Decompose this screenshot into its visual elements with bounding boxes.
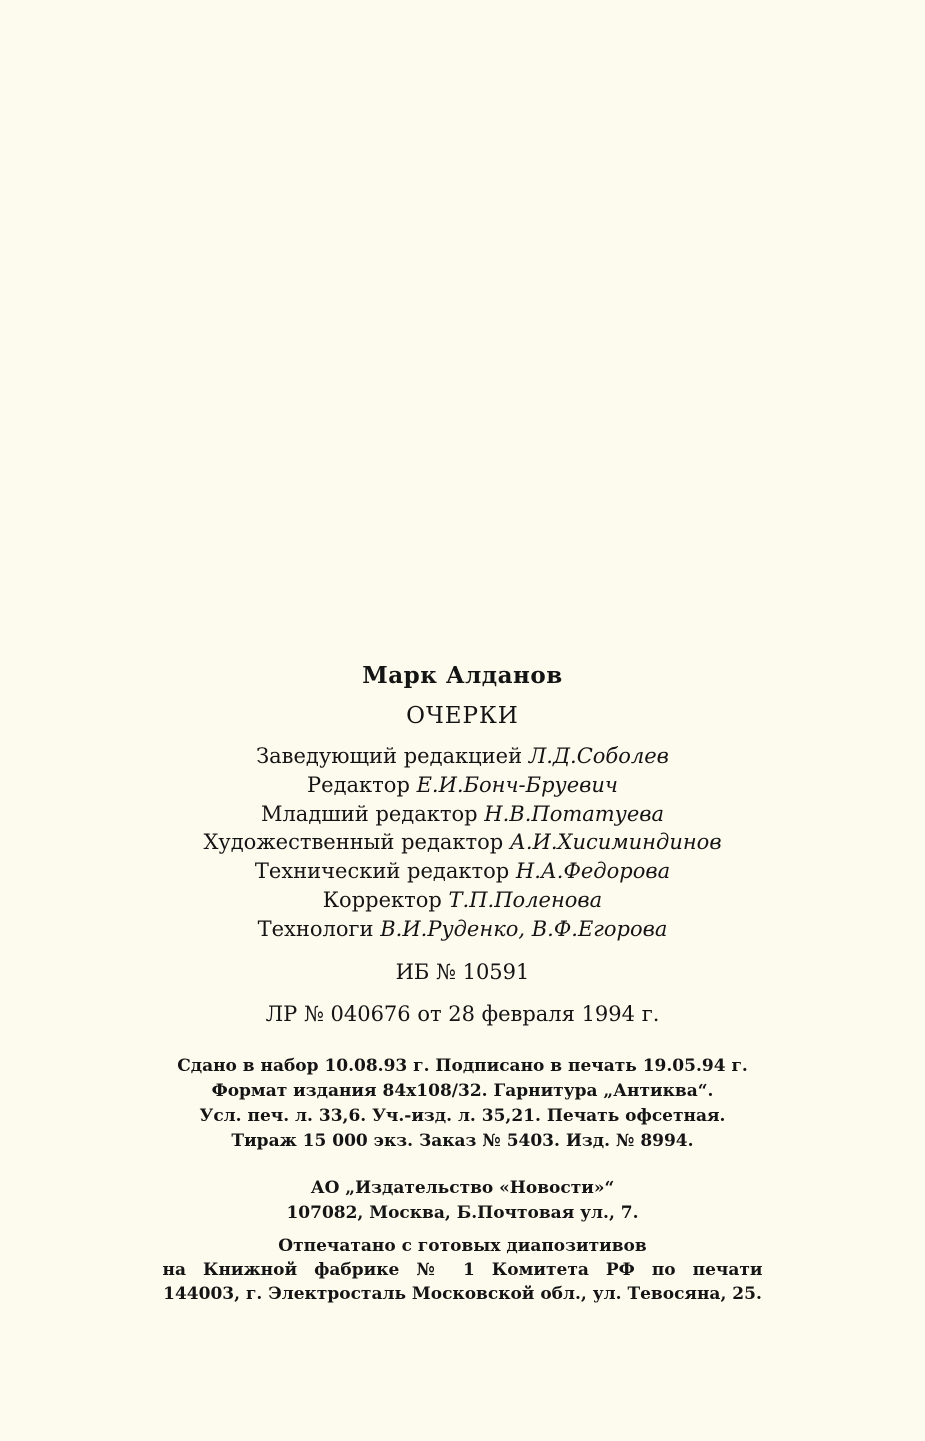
credit-name: Л.Д.Соболев — [528, 744, 669, 768]
credit-role: Технологи — [257, 916, 374, 941]
credit-line — [0, 828, 925, 857]
publisher-info — [0, 1176, 925, 1226]
imprint-line: Формат издания 84x108/32. Гарнитура „Антиква“. — [211, 1081, 714, 1101]
credit-line — [0, 857, 925, 886]
credit-role: Корректор — [322, 887, 442, 912]
credit-name: Е.И.Бонч-Бруевич — [416, 772, 618, 797]
imprint-line: Усл. печ. л. 33,6. Уч.-изд. л. 35,21. Печать офсетная. — [199, 1106, 726, 1126]
credit-name: Н.В.Потатуева — [484, 801, 665, 826]
printer-line: 144003, г. Электросталь Московской обл., ул. Тевосяна, 25. — [163, 1284, 762, 1304]
book-author: Марк Алданов — [362, 662, 563, 689]
publisher-name: АО „Издательство «Новости»“ — [310, 1178, 615, 1198]
imprint-line: Сдано в набор 10.08.93 г. Подписано в печать 19.05.94 г. — [177, 1056, 748, 1076]
credit-name: Т.П.Поленова — [448, 887, 603, 912]
license-number: ЛР № 040676 от 28 февраля 1994 г. — [265, 1002, 660, 1026]
imprint-details — [0, 1054, 925, 1154]
credit-name: Н.А.Федорова — [515, 859, 671, 884]
credit-role: Художественный редактор — [203, 830, 504, 855]
editorial-credits — [0, 742, 925, 944]
ib-number: ИБ № 10591 — [395, 960, 530, 984]
printer-info — [0, 1234, 925, 1306]
printer-line: на Книжной фабрике № 1 Комитета РФ по печати — [162, 1260, 763, 1280]
credit-name: В.И.Руденко, В.Ф.Егорова — [380, 916, 668, 941]
credit-role: Редактор — [307, 772, 410, 797]
credit-line — [0, 800, 925, 829]
credit-role: Заведующий редакцией — [256, 744, 523, 768]
book-title: ОЧЕРКИ — [406, 703, 519, 729]
credit-line — [0, 915, 925, 944]
publisher-address: 107082, Москва, Б.Почтовая ул., 7. — [286, 1203, 639, 1223]
credit-role: Технический редактор — [254, 859, 510, 884]
credit-role: Младший редактор — [260, 801, 478, 826]
credit-line — [0, 886, 925, 915]
credit-line — [0, 742, 925, 771]
credit-line — [0, 771, 925, 800]
imprint-line: Тираж 15 000 экз. Заказ № 5403. Изд. № 8994. — [231, 1131, 694, 1151]
credit-name: А.И.Хисиминдинов — [509, 830, 722, 855]
printer-line: Отпечатано с готовых диапозитивов — [278, 1236, 647, 1256]
